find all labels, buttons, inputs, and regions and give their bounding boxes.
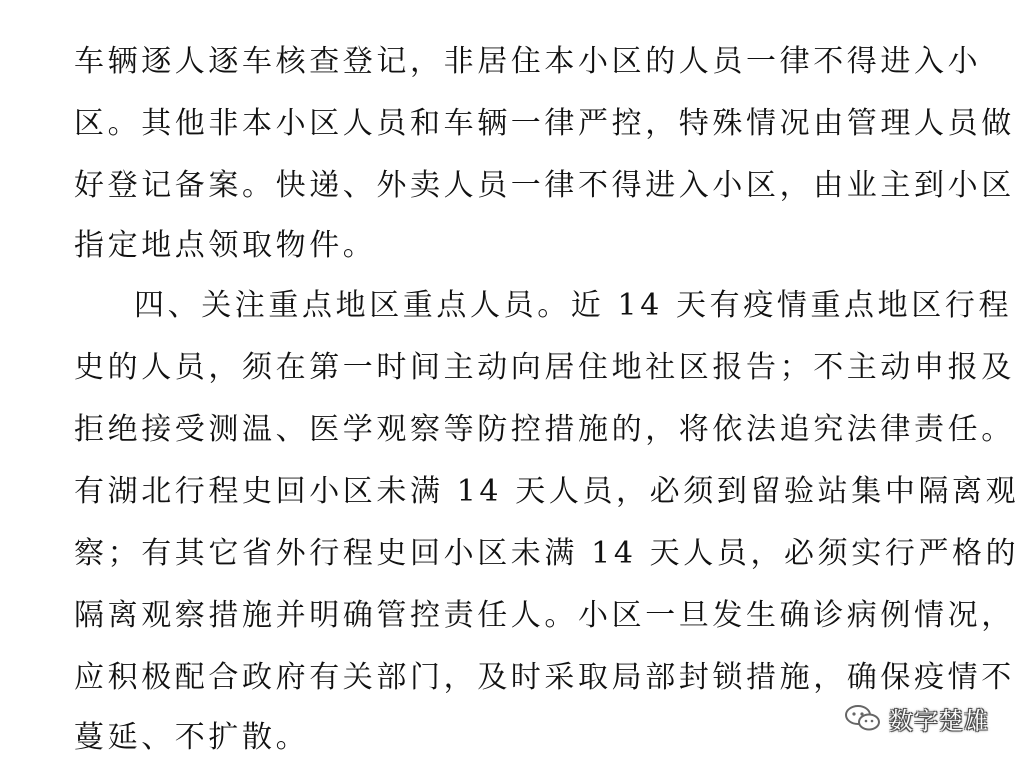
paragraph-line: 拒绝接受测温、医学观察等防控措施的，将依法追究法律责任。 — [74, 412, 1015, 447]
watermark — [843, 700, 989, 736]
paragraph-line: 察；有其它省外行程史回小区未满 14 天人员，必须实行严格的 — [74, 536, 1019, 571]
paragraph-line: 蔓延、不扩散。 — [74, 720, 310, 755]
wechat-icon — [843, 703, 883, 733]
paragraph-line: 区。其他非本小区人员和车辆一律严控，特殊情况由管理人员做 — [74, 106, 1015, 141]
paragraph-line: 有湖北行程史回小区未满 14 天人员，必须到留验站集中隔离观 — [74, 474, 1019, 509]
paragraph-line: 应积极配合政府有关部门，及时采取局部封锁措施，确保疫情不 — [74, 660, 1015, 695]
paragraph-line: 车辆逐人逐车核查登记，非居住本小区的人员一律不得进入小 — [74, 44, 982, 79]
paragraph-line: 隔离观察措施并明确管控责任人。小区一旦发生确诊病例情况， — [74, 598, 1015, 633]
paragraph-line: 指定地点领取物件。 — [74, 228, 377, 263]
paragraph-line: 四、关注重点地区重点人员。近 14 天有疫情重点地区行程 — [134, 288, 1013, 323]
watermark-text: 数字楚雄 — [889, 706, 989, 735]
paragraph-line: 好登记备案。快递、外卖人员一律不得进入小区，由业主到小区 — [74, 168, 1015, 203]
paragraph-line: 史的人员，须在第一时间主动向居住地社区报告；不主动申报及 — [74, 350, 1015, 385]
